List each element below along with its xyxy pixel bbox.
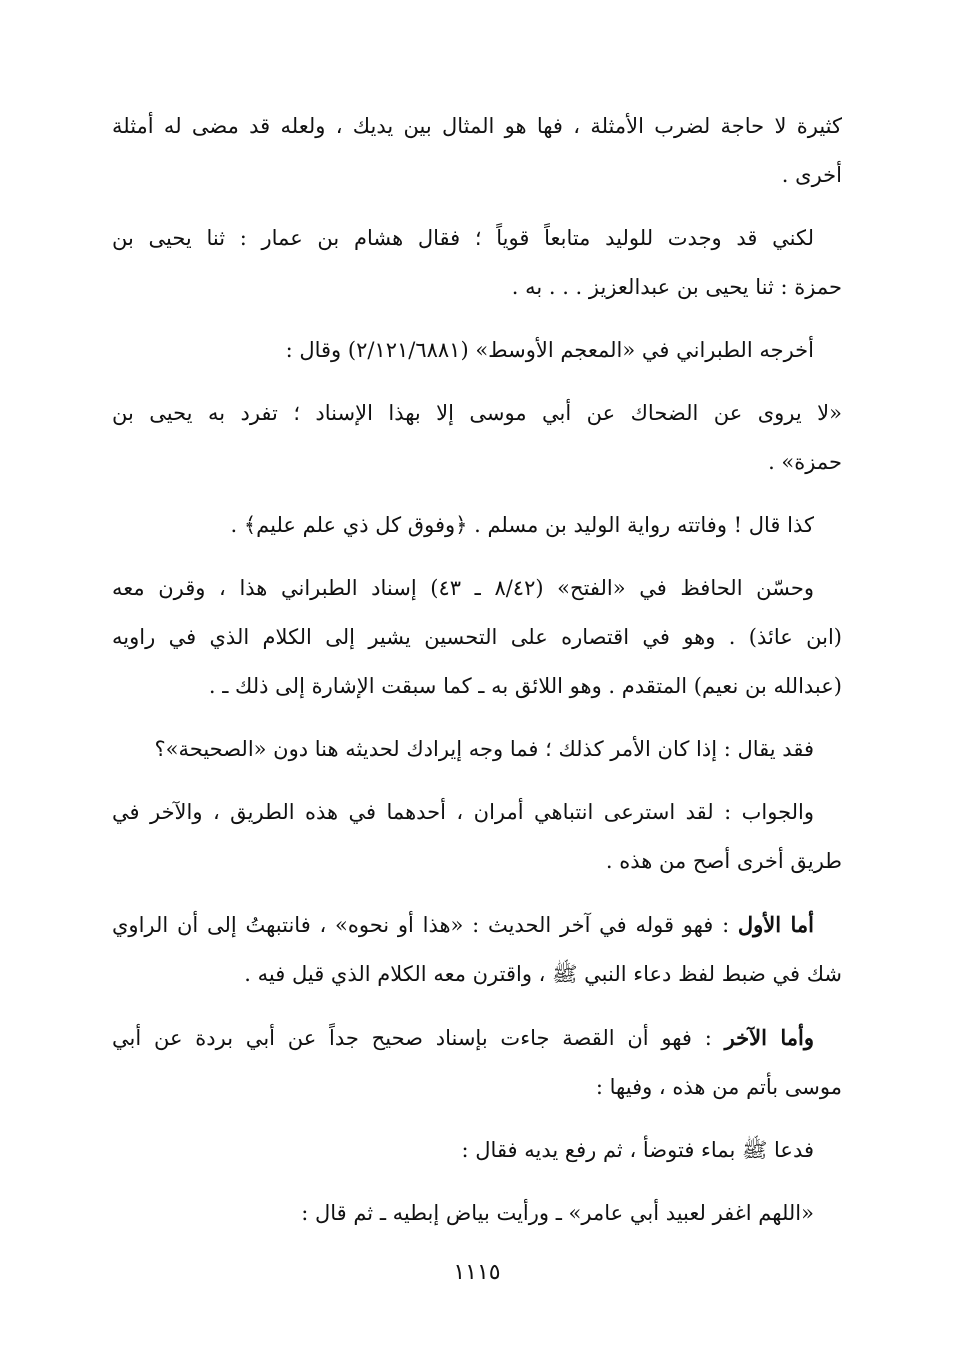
paragraph xyxy=(112,725,842,774)
text-line xyxy=(112,1063,842,1112)
line-text: والجواب : لقد استرعى انتباهي أمران ، أحدهما في هذه الطريق ، والآخر في xyxy=(112,800,814,824)
line-text: فقد يقال : إذا كان الأمر كذلك ؛ فما وجه إيرادك لحديثه هنا دون «الصحيحة»؟ xyxy=(154,737,814,761)
text-line xyxy=(112,214,842,263)
line-text: لكني قد وجدت للوليد متابعاً قوياً ؛ فقال هشام بن عمار : ثنا يحيى بن xyxy=(112,226,814,250)
paragraph xyxy=(112,214,842,312)
line-text: «اللهم اغفر لعبيد أبي عامر» ـ ورأيت بياض إبطيه ـ ثم قال : xyxy=(301,1201,814,1225)
line-text: أخرجه الطبراني في «المعجم الأوسط» (٢/١٢١/٦٨٨١) وقال : xyxy=(285,338,814,362)
paragraph xyxy=(112,102,842,200)
line-text: وحسّن الحافظ في «الفتح» (٨/٤٢ ـ ٤٣) إسناد الطبراني هذا ، وقرن معه xyxy=(112,576,814,600)
lead-phrase: أما الأول xyxy=(737,912,814,937)
line-text: أخرى . xyxy=(781,163,842,187)
text-line xyxy=(112,501,842,550)
line-text: : فهو قوله في آخر الحديث : «هذا أو نحوه» ، فانتبهتُ إلى أن الراوي xyxy=(112,913,738,937)
line-text: حمزة» . xyxy=(768,450,842,474)
text-line xyxy=(112,1013,842,1063)
text-line xyxy=(112,900,842,950)
lead-phrase: وأما الآخر xyxy=(724,1025,814,1050)
line-text: شك في ضبط لفظ دعاء النبي ﷺ ، واقترن معه الكلام الذي قيل فيه . xyxy=(244,962,842,986)
text-line xyxy=(112,788,842,837)
line-text: (ابن عائذ) . وهو في اقتصاره على التحسين يشير إلى الكلام الذي في راويه xyxy=(112,625,842,649)
line-text: طريق أخرى أصح من هذه . xyxy=(605,849,842,873)
page-body xyxy=(112,102,842,1252)
text-line xyxy=(112,438,842,487)
paragraph xyxy=(112,326,842,375)
text-line xyxy=(112,564,842,613)
text-line xyxy=(112,725,842,774)
line-text: حمزة : ثنا يحيى بن عبدالعزيز . . . به . xyxy=(511,275,842,299)
paragraph xyxy=(112,389,842,487)
line-text: : فهو أن القصة جاءت بإسناد صحيح جداً عن أبي بردة عن أبي xyxy=(112,1026,725,1050)
paragraph xyxy=(112,1126,842,1175)
line-text: (عبدالله بن نعيم) المتقدم . وهو اللائق به ـ كما سبقت الإشارة إلى ذلك ـ . xyxy=(208,674,842,698)
paragraph xyxy=(112,1189,842,1238)
text-line xyxy=(112,389,842,438)
text-line xyxy=(112,662,842,711)
text-line xyxy=(112,151,842,200)
paragraph xyxy=(112,1013,842,1112)
paragraph xyxy=(112,501,842,550)
text-line xyxy=(112,837,842,886)
line-text: كذا قال ! وفاتته رواية الوليد بن مسلم . ﴿وفوق كل ذي علم عليم﴾ . xyxy=(230,513,814,537)
page-number: ١١١٥ xyxy=(453,1260,501,1285)
text-line xyxy=(112,613,842,662)
text-line xyxy=(112,1126,842,1175)
text-line xyxy=(112,950,842,999)
line-text: كثيرة لا حاجة لضرب الأمثلة ، فها هو المثال بين يديك ، ولعله قد مضى له أمثلة xyxy=(112,114,842,138)
line-text: فدعا ﷺ بماء فتوضأ ، ثم رفع يديه فقال : xyxy=(461,1138,814,1162)
line-text: «لا يروى عن الضحاك عن أبي موسى إلا بهذا الإسناد ؛ تفرد به يحيى بن xyxy=(112,401,842,425)
text-line xyxy=(112,263,842,312)
text-line xyxy=(112,102,842,151)
paragraph xyxy=(112,788,842,886)
paragraph xyxy=(112,900,842,999)
line-text: موسى بأتم من هذه ، وفيها : xyxy=(595,1075,842,1099)
paragraph xyxy=(112,564,842,711)
text-line xyxy=(112,1189,842,1238)
text-line xyxy=(112,326,842,375)
